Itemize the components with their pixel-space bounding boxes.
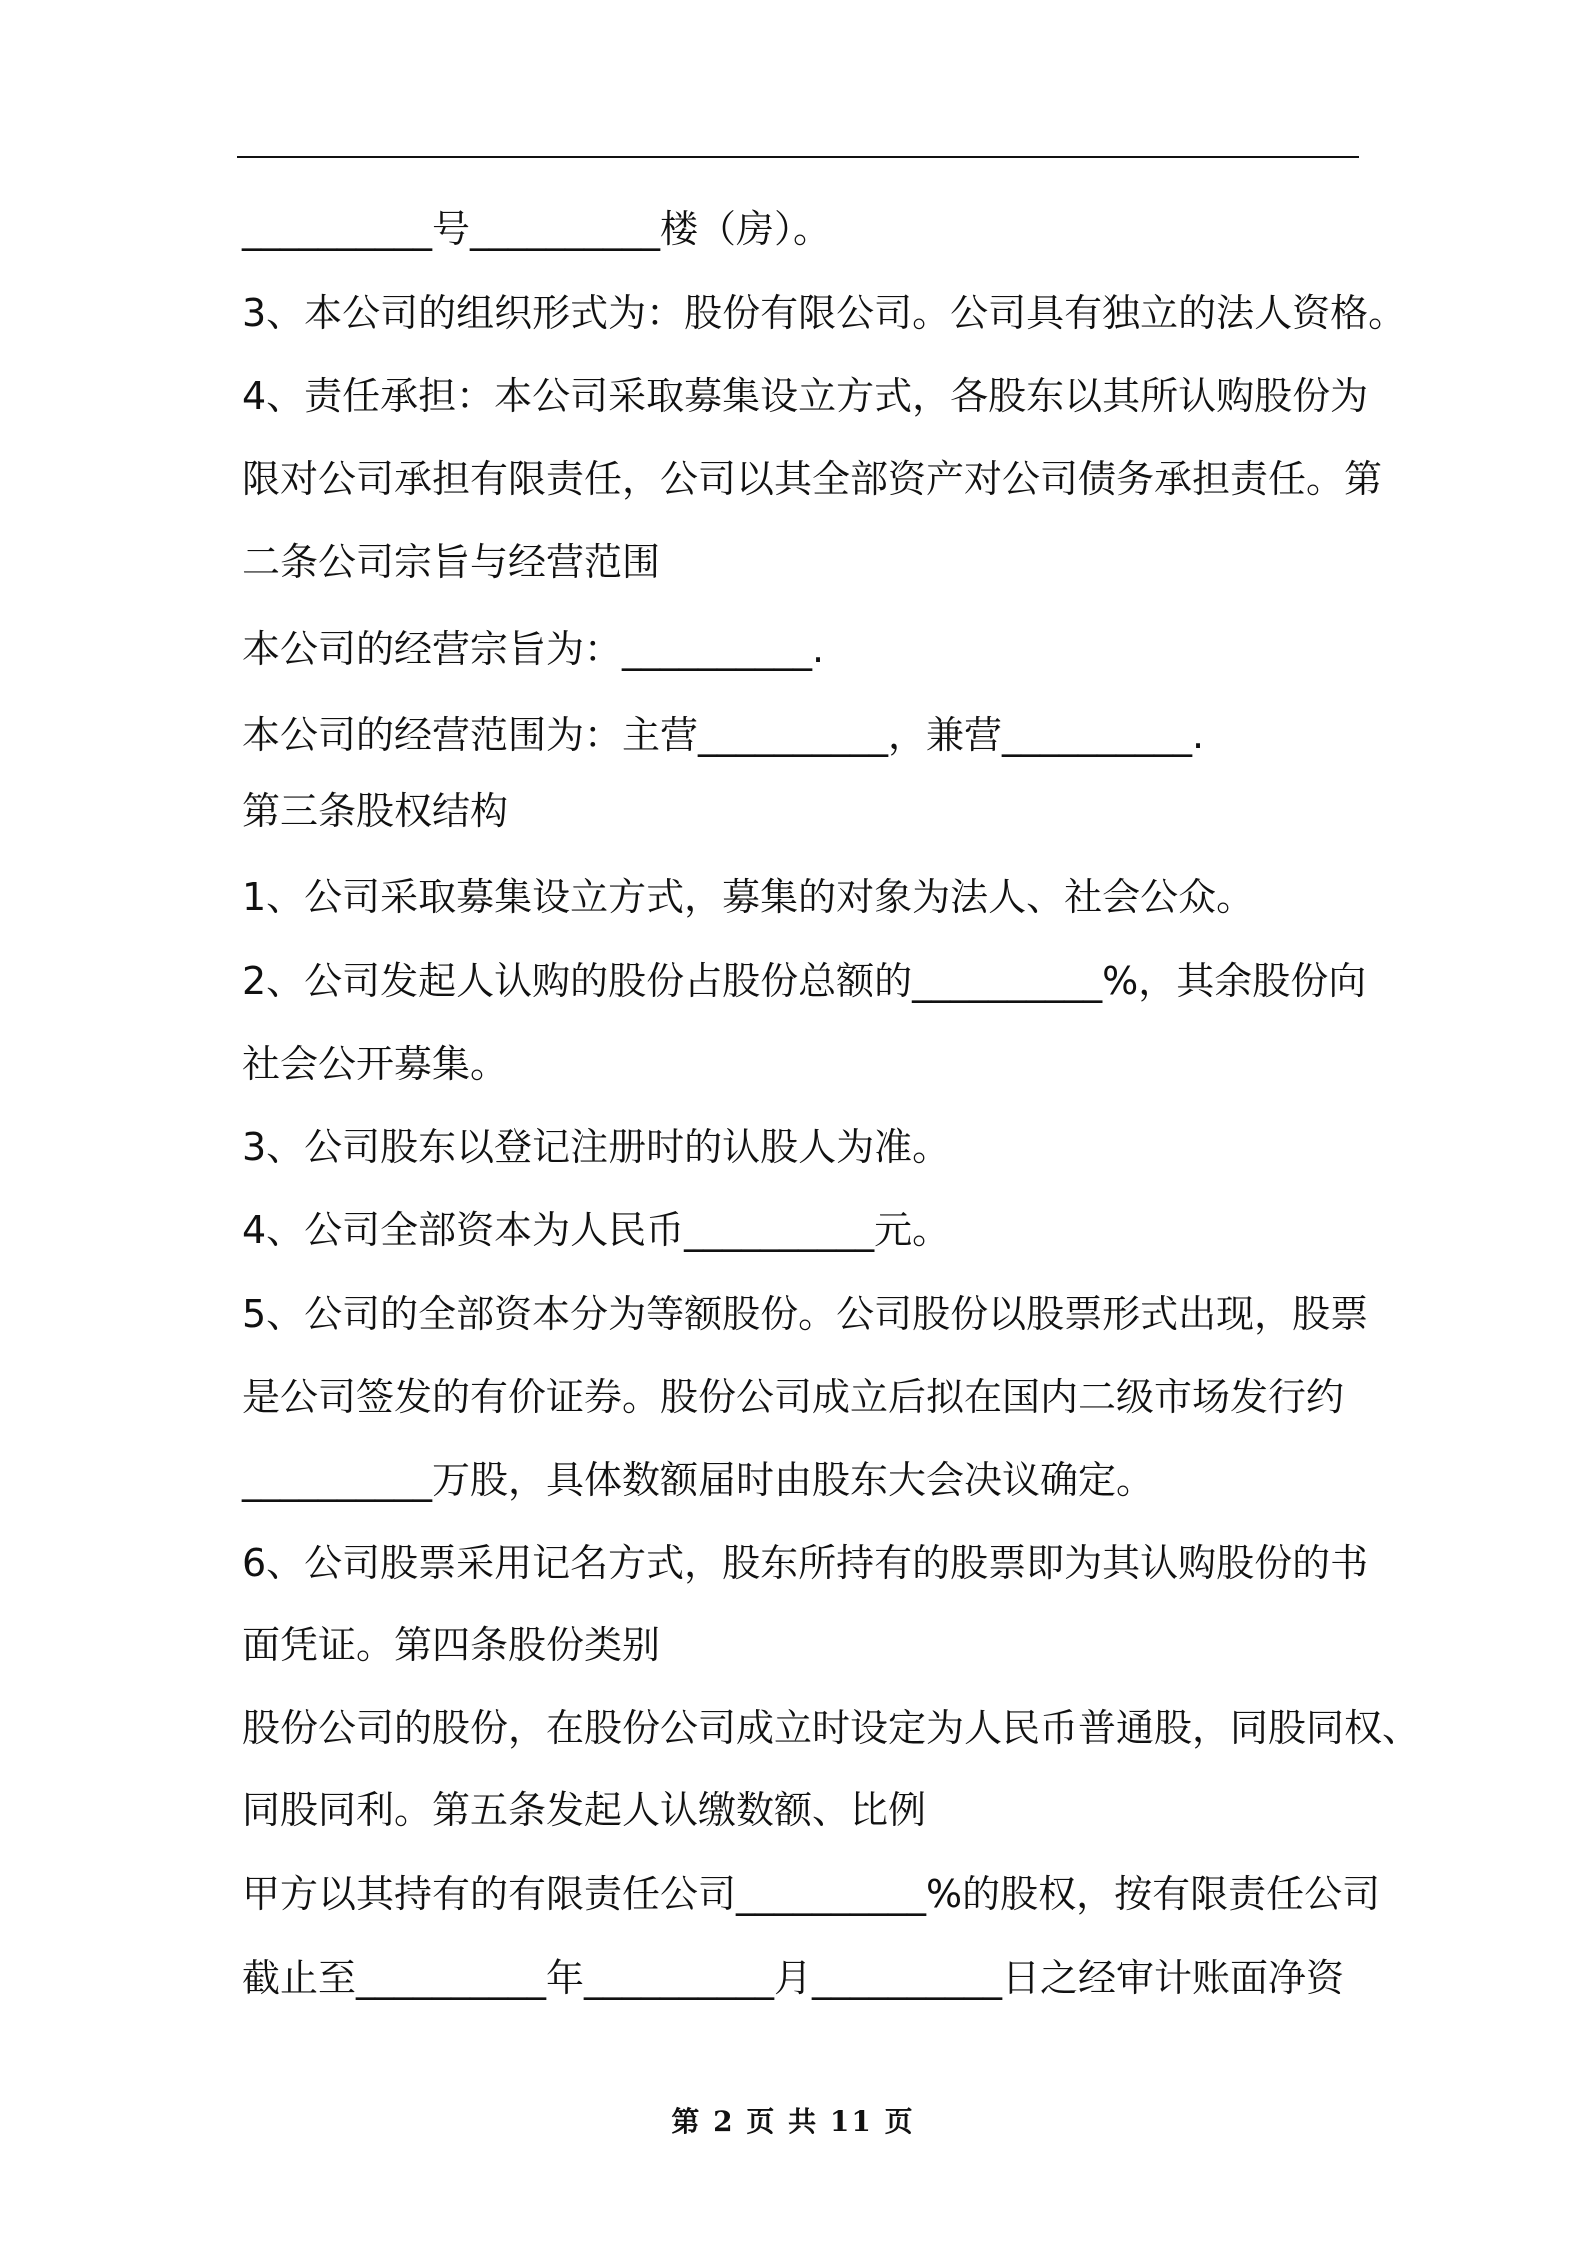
text-line: 二条公司宗旨与经营范围	[242, 540, 661, 584]
text-line: __________万股，具体数额届时由股东大会决议确定。	[242, 1458, 1155, 1502]
text-line: 面凭证。第四条股份类别	[242, 1623, 661, 1667]
text-line: 1、公司采取募集设立方式，募集的对象为法人、社会公众。	[242, 875, 1255, 919]
text-line: 股份公司的股份，在股份公司成立时设定为人民币普通股，同股同权、	[242, 1706, 1421, 1750]
text-line: __________号__________楼（房）。	[242, 207, 832, 251]
text-line: 限对公司承担有限责任，公司以其全部资产对公司债务承担责任。第	[242, 457, 1383, 501]
text-line: 3、公司股东以登记注册时的认股人为准。	[242, 1125, 951, 1169]
text-line: 3、本公司的组织形式为：股份有限公司。公司具有独立的法人资格。	[242, 291, 1407, 335]
text-line: 5、公司的全部资本分为等额股份。公司股份以股票形式出现，股票	[242, 1292, 1369, 1336]
text-line: 截止至__________年__________月__________日之经审计账面净资	[242, 1956, 1345, 2000]
text-line: 本公司的经营范围为：主营__________，兼营__________.	[242, 713, 1205, 757]
section-heading: 第三条股权结构	[242, 789, 509, 833]
page-number-footer: 第 2 页 共 11 页	[671, 2105, 915, 2138]
text-line: 2、公司发起人认购的股份占股份总额的__________%，其余股份向	[242, 959, 1367, 1003]
text-line: 社会公开募集。	[242, 1042, 509, 1086]
text-line: 甲方以其持有的有限责任公司__________%的股权，按有限责任公司	[242, 1872, 1381, 1916]
text-line: 6、公司股票采用记名方式，股东所持有的股票即为其认购股份的书	[242, 1541, 1369, 1585]
text-line: 4、公司全部资本为人民币__________元。	[242, 1208, 951, 1252]
text-line: 是公司签发的有价证券。股份公司成立后拟在国内二级市场发行约	[242, 1375, 1345, 1419]
text-line: 本公司的经营宗旨为：__________.	[242, 627, 825, 671]
text-line: 同股同利。第五条发起人认缴数额、比例	[242, 1788, 927, 1832]
header-rule	[237, 156, 1359, 158]
text-line: 4、责任承担：本公司采取募集设立方式，各股东以其所认购股份为	[242, 374, 1369, 418]
